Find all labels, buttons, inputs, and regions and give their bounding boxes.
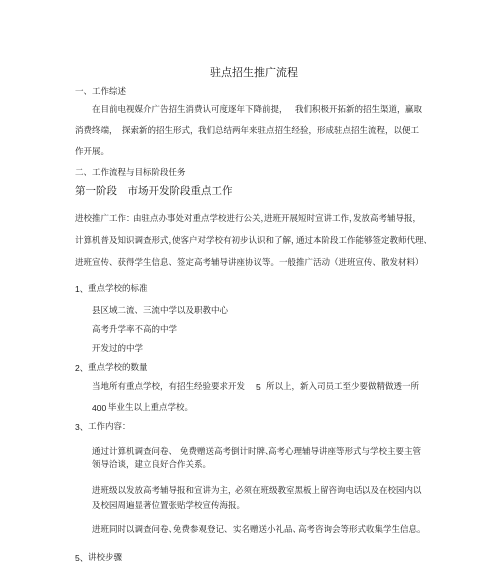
sec1-line2-part1: 消费终端， [75, 126, 118, 136]
stage1-line1-part2: 由驻点办事处对重点学校进行公关， [133, 214, 270, 224]
item3-p1-line1-part1: 通过计算机调查问卷、 [92, 447, 178, 457]
item3-p3-line1-part1: 进班同时以调查问卷、 [92, 525, 178, 535]
stage1-line1-part4: 发放高考辅导报， [353, 214, 422, 224]
item3-p2-line1-part1: 进班级以发放高考辅导报和宣讲为主， [92, 486, 237, 496]
item3-p2-line1-part2: 必须在班级教室黑板上留咨询电话， [235, 486, 372, 496]
item3-p3-line1-part2: 免费参观登记、 [173, 525, 233, 535]
section-1-heading: 一、工作综述 [75, 87, 127, 97]
stage1-line1-part3: 进班开展短时宣讲工作， [264, 214, 358, 224]
item-1-point: 开发过的中学 [92, 344, 144, 354]
stage1-line1-part1: 进校推广工作： [75, 214, 135, 224]
item2-line1-number: 5 [256, 382, 261, 392]
item3-p2-line2: 及校园周遍显著位置张贴学校宣传海报。 [92, 501, 246, 511]
item2-line1-part2: 所以上，新入司员工至少要做精做透一所 [266, 382, 420, 392]
stage1-line2-part2: 使客户对学校有初步认识和了解， [172, 236, 300, 246]
stage1-line3: 进班宣传、获得学生信息、签定高考辅导讲座协议等。一般推广活动（进班宣传、散发材料） [75, 258, 424, 268]
section-2-heading: 二、工作流程与目标阶段任务 [75, 168, 186, 178]
item-3-number: 3、 [75, 422, 89, 432]
item2-line2-number: 400 [92, 403, 107, 413]
item-1-number: 1、 [75, 284, 89, 294]
item2-line1-part1: 当地所有重点学校，有招生经验要求开发 [92, 382, 246, 392]
item3-p1-line2: 领导洽谈，建立良好合作关系。 [92, 460, 212, 470]
item-2-number: 2、 [75, 363, 89, 373]
sec1-line1-part3: 赢取 [405, 105, 423, 115]
sec1-line1-part2: 我们积极开拓新的招生渠道， [295, 105, 406, 115]
item-1-heading: 重点学校的标准 [88, 284, 148, 294]
item-5-number: 5、 [75, 553, 89, 563]
sec1-line2-part3: 我们总结两年来驻点招生经验，形成驻点招生流程，以便工 [198, 126, 420, 136]
item2-line2-part2: 毕业生以上重点学校。 [108, 403, 194, 413]
item-2-heading: 重点学校的数量 [88, 363, 148, 373]
stage-1-heading: 第一阶段 市场开发阶段重点工作 [75, 185, 233, 197]
item-3-heading: 工作内容： [88, 422, 131, 432]
sec1-line2-part2: 探索新的招生形式， [122, 126, 199, 136]
stage1-line2-part3: 通过本阶段工作能够签定教师代理、 [296, 236, 433, 246]
item3-p3-line1-part3: 实名赠送小礼品、 [233, 525, 302, 535]
sec1-line3: 作开展。 [75, 147, 110, 157]
stage1-line2-part1: 计算机普及知识调查形式， [75, 236, 178, 246]
item-1-point: 县区域二流、三流中学以及职教中心 [92, 306, 229, 316]
item3-p2-line1-part3: 以及在校园内以 [362, 486, 422, 496]
item3-p1-line1-part2: 免费赠送高考倒计时牌、 [180, 447, 274, 457]
document-title: 驻点招生推广流程 [210, 66, 298, 79]
item-5-heading: 讲校步骤 [88, 553, 123, 563]
item3-p3-line1-part4: 高考咨询会等形式收集学生信息。 [298, 525, 426, 535]
item3-p1-line1-part3: 高考心理辅导讲座等形式与学校主要主管 [268, 447, 422, 457]
sec1-line1-part1: 在目前电视媒介广告招生消费认可度逐年下降前提， [92, 105, 288, 115]
item-1-point: 高考升学率不高的中学 [92, 325, 178, 335]
